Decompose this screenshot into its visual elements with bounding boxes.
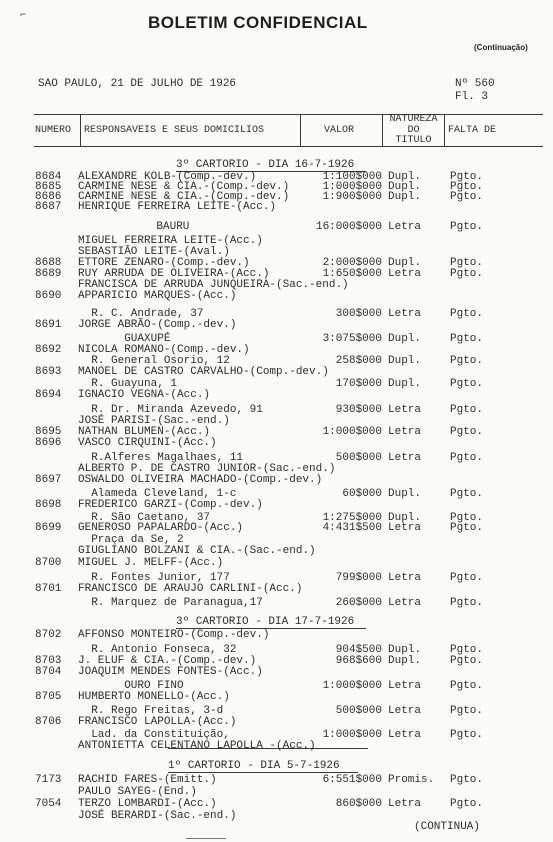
entry-natureza: Promis. xyxy=(388,774,435,786)
entry-natureza: Letra xyxy=(388,572,422,584)
entry-text: HUMBERTO MONELLO-(Acc.) xyxy=(78,691,230,703)
entry-valor: 1:000$000 xyxy=(322,181,382,193)
sheet-number: Fl. 3 xyxy=(455,91,489,103)
entry-falta: Pgto. xyxy=(450,257,484,269)
entry-valor: 60$000 xyxy=(342,488,382,500)
entry-valor: 500$000 xyxy=(335,705,382,717)
entry-valor: 6:551$000 xyxy=(322,774,382,786)
entry-text: R.Alferes Magalhaes, 11 xyxy=(78,452,244,464)
entry-natureza: Dupl. xyxy=(388,512,422,524)
entry-natureza: Dupl. xyxy=(388,644,422,656)
entry-number: 8690 xyxy=(35,290,62,302)
entry-valor: 1:000$000 xyxy=(322,680,382,692)
entry-valor: 1:900$000 xyxy=(322,191,382,203)
entry-text: ALBERTO P. DE CASTRO JUNIOR-(Sac.-end.) xyxy=(78,463,336,475)
header-bottom-rule xyxy=(34,146,543,147)
col-divider-4 xyxy=(444,114,445,147)
entry-text: ANTONIETTA CELENTANO LAPOLLA -(Acc.) xyxy=(78,740,316,752)
entry-text: RUY ARRUDA DE OLIVEIRA-(Acc.) xyxy=(78,268,270,280)
entry-natureza: Dupl. xyxy=(388,355,422,367)
continua-label: (CONTINUA) xyxy=(414,821,481,833)
entry-text: JORGE ABRÃO-(Comp.-dev.) xyxy=(78,319,237,331)
entry-text: ALEXANDRE KOLB-(Comp.-dev.) xyxy=(78,171,257,183)
entry-text: PAULO SAYEG-(End.) xyxy=(78,786,197,798)
entry-text: JOSÉ BERARDI-(Sac.-end.) xyxy=(78,810,237,822)
entry-falta: Pgto. xyxy=(450,404,484,416)
entry-text: MIGUEL J. MELFF-(Acc.) xyxy=(78,557,224,569)
entry-falta: Pgto. xyxy=(450,597,484,609)
entry-falta: Pgto. xyxy=(450,191,484,203)
entry-natureza: Letra xyxy=(388,308,422,320)
entry-text: APPARICIO MARQUES-(Acc.) xyxy=(78,290,237,302)
entry-natureza: Letra xyxy=(388,268,422,280)
entry-number: 8700 xyxy=(35,557,62,569)
entry-number: 8686 xyxy=(35,191,62,203)
entry-text: OSWALDO OLIVEIRA MACHADO-(Comp.-dev.) xyxy=(78,474,323,486)
entry-falta: Pgto. xyxy=(450,655,484,667)
section-heading: 3º CARTORIO - DIA 17-7-1926 xyxy=(176,616,355,628)
entry-text: R. Rego Freitas, 3-d xyxy=(78,705,224,717)
entry-valor: 3:075$000 xyxy=(322,333,382,345)
entry-natureza: Dupl. xyxy=(388,333,422,345)
entry-falta: Pgto. xyxy=(450,181,484,193)
entry-natureza: Dupl. xyxy=(388,257,422,269)
entry-number: 8693 xyxy=(35,366,62,378)
entry-text: CARMINE NESE & CIA.-(Comp.-dev.) xyxy=(78,181,290,193)
entry-number: 8684 xyxy=(35,171,62,183)
entry-valor: 1:650$000 xyxy=(322,268,382,280)
entry-text: NATHAN BLUMEN-(Acc.) xyxy=(78,426,211,438)
col-header-natureza-2: DO xyxy=(407,125,420,136)
bulletin-number: Nº 560 xyxy=(455,78,495,90)
section-underline xyxy=(168,772,358,773)
entry-natureza: Letra xyxy=(388,729,422,741)
entry-valor: 1:100$000 xyxy=(322,171,382,183)
entry-text: NICOLA ROMANO-(Comp.-dev.) xyxy=(78,344,250,356)
entry-falta: Pgto. xyxy=(450,268,484,280)
col-header-falta: FALTA DE xyxy=(448,125,497,136)
entry-falta: Pgto. xyxy=(450,705,484,717)
entry-text: GIUGLIANO BOLZANI & CIA.-(Sac.-end.) xyxy=(78,545,316,557)
entry-falta: Pgto. xyxy=(450,729,484,741)
entry-valor: 1:275$000 xyxy=(322,512,382,524)
entry-text: J. ELUF & CIA.-(Comp.-dev.) xyxy=(78,655,257,667)
entry-valor: 500$000 xyxy=(335,452,382,464)
entry-falta: Pgto. xyxy=(450,426,484,438)
entry-natureza: Dupl. xyxy=(388,378,422,390)
entry-valor: 300$000 xyxy=(335,308,382,320)
entry-falta: Pgto. xyxy=(450,488,484,500)
entry-natureza: Dupl. xyxy=(388,181,422,193)
entry-text: HENRIQUE FERREIRA LEITE-(Acc.) xyxy=(78,201,277,213)
entry-number: 8698 xyxy=(35,499,62,511)
entry-number: 8702 xyxy=(35,629,62,641)
entry-text: R. Fontes Junior, 177 xyxy=(78,572,230,584)
col-header-natureza-1: NATUREZA xyxy=(389,114,438,125)
col-header-natureza-3: TITULO xyxy=(395,135,432,146)
date-line: SAO PAULO, 21 DE JULHO DE 1926 xyxy=(38,78,237,90)
entry-valor: 904$500 xyxy=(335,644,382,656)
entry-natureza: Dupl. xyxy=(388,191,422,203)
entry-natureza: Letra xyxy=(388,221,422,233)
entry-number: 8691 xyxy=(35,319,62,331)
entry-number: 7054 xyxy=(35,798,62,810)
entry-number: 8685 xyxy=(35,181,62,193)
entry-falta: Pgto. xyxy=(450,333,484,345)
col-header-numero: NUMERO xyxy=(35,125,72,136)
entry-natureza: Letra xyxy=(388,705,422,717)
entry-number: 7173 xyxy=(35,774,62,786)
entry-valor: 1:000$000 xyxy=(322,729,382,741)
entry-valor: 930$000 xyxy=(335,404,382,416)
entry-natureza: Letra xyxy=(388,798,422,810)
entry-falta: Pgto. xyxy=(450,171,484,183)
entry-number: 8689 xyxy=(35,268,62,280)
section-heading: 3º CARTORIO - DIA 16-7-1926 xyxy=(176,159,355,171)
entry-natureza: Letra xyxy=(388,452,422,464)
entry-text: TERZO LOMBARDI-(Acc.) xyxy=(78,798,217,810)
entry-falta: Pgto. xyxy=(450,512,484,524)
entry-number: 8699 xyxy=(35,522,62,534)
entry-text: Praça da Se, 2 xyxy=(78,534,184,546)
entry-number: 8688 xyxy=(35,257,62,269)
entry-falta: Pgto. xyxy=(450,522,484,534)
entry-text: SEBASTIÃO LEITE-(Aval.) xyxy=(78,246,230,258)
entry-valor: 258$000 xyxy=(335,355,382,367)
entry-valor: 968$600 xyxy=(335,655,382,667)
entry-falta: Pgto. xyxy=(450,355,484,367)
entry-text: JOAQUIM MENDES FONTES-(Acc.) xyxy=(78,666,263,678)
entry-text: JOSÉ PARISI-(Sac.-end.) xyxy=(78,415,230,427)
entry-natureza: Dupl. xyxy=(388,655,422,667)
entry-falta: Pgto. xyxy=(450,774,484,786)
entry-number: 8704 xyxy=(35,666,62,678)
entry-number: 8703 xyxy=(35,655,62,667)
entry-text: CARMINE NESE & CIA.-(Comp.-dev.) xyxy=(78,191,290,203)
bottom-mark xyxy=(186,838,226,839)
entry-text: ETTORE ZENARO-(Comp.-dev.) xyxy=(78,257,250,269)
entry-number: 8687 xyxy=(35,201,62,213)
entry-number: 8695 xyxy=(35,426,62,438)
entry-number: 8705 xyxy=(35,691,62,703)
entry-text: FRANCISCA DE ARRUDA JUNQUEIRA-(Sac.-end.) xyxy=(78,279,349,291)
entry-number: 8696 xyxy=(35,437,62,449)
entry-text: MANOEL DE CASTRO CARVALHO-(Comp.-dev.) xyxy=(78,366,329,378)
entry-number: 8697 xyxy=(35,474,62,486)
entry-natureza: Letra xyxy=(388,426,422,438)
entry-valor: 260$000 xyxy=(335,597,382,609)
entry-natureza: Letra xyxy=(388,597,422,609)
entry-text: VASCO CIRQUINI-(Acc.) xyxy=(78,437,217,449)
entry-valor: 1:000$000 xyxy=(322,426,382,438)
entry-text: AFFONSO MONTEIRO-(Comp.-dev.) xyxy=(78,629,270,641)
entry-text: R. Antonio Fonseca, 32 xyxy=(78,644,237,656)
entry-falta: Pgto. xyxy=(450,572,484,584)
entry-text: R. General Osorio, 12 xyxy=(78,355,230,367)
entry-text: OURO FINO xyxy=(78,680,184,692)
col-divider-2 xyxy=(300,114,301,147)
entry-falta: Pgto. xyxy=(450,644,484,656)
entry-text: R. Dr. Miranda Azevedo, 91 xyxy=(78,404,263,416)
corner-mark: ⌐ xyxy=(20,10,27,21)
entry-falta: Pgto. xyxy=(450,798,484,810)
document-title: BOLETIM CONFIDENCIAL xyxy=(148,13,368,32)
entry-text: FRANCISCO LAPOLLA-(Acc.) xyxy=(78,716,237,728)
entry-valor: 2:000$000 xyxy=(322,257,382,269)
entry-valor: 4:431$500 xyxy=(322,522,382,534)
entry-text: IGNACIO VEGNA-(Acc.) xyxy=(78,389,211,401)
col-divider-1 xyxy=(80,114,81,147)
header-top-rule xyxy=(34,114,543,115)
entry-number: 8694 xyxy=(35,389,62,401)
entry-text: MIGUEL FERREIRA LEITE-(Acc.) xyxy=(78,235,263,247)
entry-text: FREDERICO GARZI-(Comp.-dev.) xyxy=(78,499,263,511)
entry-number: 8692 xyxy=(35,344,62,356)
entry-falta: Pgto. xyxy=(450,452,484,464)
entry-natureza: Letra xyxy=(388,522,422,534)
section-heading: 1º CARTORIO - DIA 5-7-1926 xyxy=(168,760,340,772)
entry-number: 8706 xyxy=(35,716,62,728)
entry-text: R. Marquez de Paranagua,17 xyxy=(78,597,263,609)
entry-text: BAURU xyxy=(130,221,190,233)
entry-natureza: Dupl. xyxy=(388,488,422,500)
entry-natureza: Dupl. xyxy=(388,171,422,183)
entry-text: R. C. Andrade, 37 xyxy=(78,308,204,320)
entry-falta: Pgto. xyxy=(450,308,484,320)
entry-natureza: Letra xyxy=(388,680,422,692)
entry-text: R. São Caetano, 37 xyxy=(78,512,211,524)
entry-valor: 860$000 xyxy=(335,798,382,810)
entry-text: R. Guayuna, 1 xyxy=(78,378,178,390)
entry-number: 8701 xyxy=(35,583,62,595)
entry-text: GENEROSO PAPALARDO-(Acc.) xyxy=(78,522,244,534)
entry-falta: Pgto. xyxy=(450,221,484,233)
col-header-responsaveis: RESPONSAVEIS E SEUS DOMICILIOS xyxy=(84,125,265,136)
entry-text: GUAXUPÉ xyxy=(78,333,171,345)
entry-text: RACHID FARES-(Emitt.) xyxy=(78,774,217,786)
entry-valor: 170$000 xyxy=(335,378,382,390)
entry-text: Alameda Cleveland, 1-c xyxy=(78,488,237,500)
entry-valor: 799$000 xyxy=(335,572,382,584)
entry-text: Lad. da Constituição, xyxy=(78,729,230,741)
entry-falta: Pgto. xyxy=(450,378,484,390)
continuation-label: (Continuação) xyxy=(474,43,528,52)
entry-natureza: Letra xyxy=(388,404,422,416)
entry-falta: Pgto. xyxy=(450,680,484,692)
entry-valor: 16:000$000 xyxy=(315,221,382,233)
col-header-valor: VALOR xyxy=(324,125,355,136)
entry-text: FRANCISCO DE ARAUJO CARLINI-(Acc.) xyxy=(78,583,303,595)
